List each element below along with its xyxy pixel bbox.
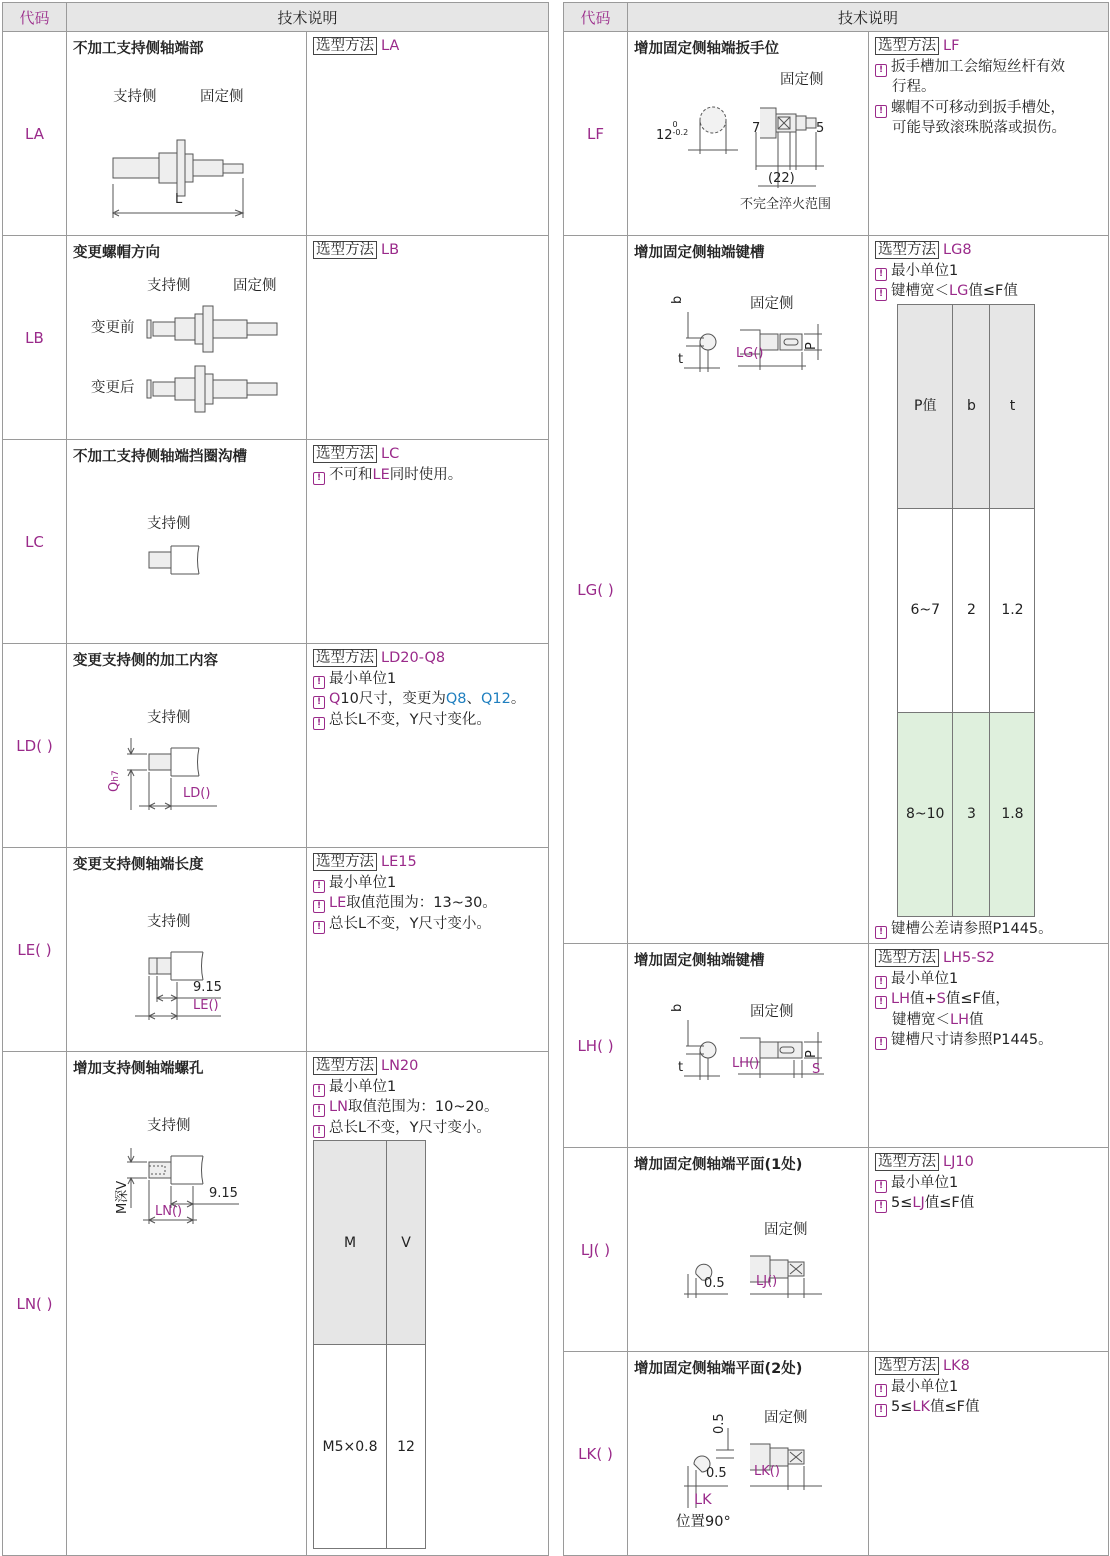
selection-method-label: 选型方法 (875, 1153, 939, 1171)
diagram-cell (628, 1148, 869, 1352)
shaft-diagram (67, 58, 306, 228)
fixed-side-label: 固定侧 (750, 1004, 794, 1020)
option-title: 增加固定侧轴端平面(1处) (634, 1157, 803, 1173)
diagram-cell (67, 236, 307, 440)
length-label: L (175, 192, 183, 207)
note-icon: ! (313, 472, 325, 485)
wrench-flat-diagram (628, 58, 868, 228)
selection-method-label: 选型方法 (313, 649, 377, 667)
m-depth-label: M深V (115, 1180, 130, 1214)
code-header: 代码 (3, 3, 67, 32)
diagram-cell (67, 848, 307, 1052)
diagram-cell (67, 644, 307, 848)
note-icon: ! (875, 1404, 887, 1417)
dim-9-15: 9.15 (209, 1186, 238, 1201)
selection-example: LA (381, 38, 400, 54)
info-cell: 选型方法 LC ! 不可和LE同时使用。 (307, 440, 549, 644)
desc-header: 技术说明 (67, 3, 549, 32)
right-spec-table (563, 2, 1109, 1556)
lk-position-label: LK (694, 1492, 712, 1508)
le-dim-label: LE() (193, 998, 219, 1013)
note-icon: ! (875, 996, 887, 1009)
code-header: 代码 (564, 3, 628, 32)
note-icon: ! (313, 921, 325, 934)
diagram-cell (628, 236, 869, 944)
table-row (3, 32, 549, 236)
option-title: 变更螺帽方向 (73, 245, 160, 261)
dim-0-5-vert: 0.5 (712, 1413, 727, 1434)
thread-table: M V M5×0.8 12 (313, 1140, 426, 1549)
after-label: 变更后 (91, 380, 135, 396)
table-row (3, 440, 549, 644)
support-side-label: 支持侧 (147, 278, 191, 294)
diagram-cell (67, 32, 307, 236)
selection-example: LJ10 (943, 1154, 974, 1170)
selection-example: LB (381, 242, 400, 258)
fixed-side-label: 固定侧 (764, 1410, 808, 1426)
ln-dim-label: LN() (155, 1204, 183, 1219)
note-icon: ! (875, 105, 887, 118)
option-title: 增加固定侧轴端键槽 (634, 245, 765, 261)
option-title: 增加固定侧轴端扳手位 (634, 41, 779, 57)
fixed-side-label: 固定侧 (200, 89, 244, 105)
note-icon: ! (875, 926, 887, 939)
diagram-cell (67, 440, 307, 644)
note-icon: ! (875, 1200, 887, 1213)
note-icon: ! (313, 1104, 325, 1117)
fixed-side-label: 固定侧 (780, 72, 824, 88)
selection-method-label: 选型方法 (313, 853, 377, 871)
table-row (564, 1148, 1109, 1352)
note-icon: ! (875, 64, 887, 77)
diagram-cell (628, 1352, 869, 1556)
diagram-cell (628, 944, 869, 1148)
b-label: b (670, 1003, 685, 1012)
note-icon: ! (313, 717, 325, 730)
note-icon: ! (875, 976, 887, 989)
position-90-label: 位置90° (676, 1514, 731, 1530)
note-icon: ! (313, 1084, 325, 1097)
selection-example: LC (381, 446, 400, 462)
support-side-label: 支持侧 (147, 516, 191, 532)
s-label: S (812, 1062, 821, 1077)
option-code: LK( ) (564, 1352, 628, 1556)
flat-two-diagram (628, 1378, 868, 1548)
support-length-diagram (67, 874, 306, 1044)
incomplete-hardening-label: 不完全淬火范围 (740, 197, 832, 212)
note-icon: ! (313, 880, 325, 893)
support-side-label: 支持侧 (113, 89, 157, 105)
table-row (564, 32, 1109, 236)
t-label: t (678, 352, 684, 367)
dim-0-5: 0.5 (704, 1276, 725, 1291)
selection-method-label: 选型方法 (313, 445, 377, 463)
lj-dim-label: LJ() (756, 1274, 778, 1289)
option-code: LE( ) (3, 848, 67, 1052)
selection-method-label: 选型方法 (313, 241, 377, 259)
dim-7: 7 (752, 121, 761, 136)
flat-one-diagram (628, 1174, 868, 1344)
dim-22: (22) (768, 171, 795, 186)
lh-dim-label: LH() (732, 1056, 760, 1071)
note-icon: ! (875, 1384, 887, 1397)
selection-method-label: 选型方法 (875, 1357, 939, 1375)
selection-method-label: 选型方法 (313, 1057, 377, 1075)
table-row (564, 236, 1109, 944)
diagram-cell (67, 1052, 307, 1556)
note-icon: ! (313, 1125, 325, 1138)
option-title: 增加固定侧轴端键槽 (634, 953, 765, 969)
t-label: t (678, 1060, 684, 1075)
keyway-diagram (628, 262, 868, 432)
option-code: LN( ) (3, 1052, 67, 1556)
info-cell: 选型方法 LD20-Q8 ! 最小单位1 ! Q10尺寸，变更为Q8、Q12。 ! 总长L不变，Y尺寸变化。 (307, 644, 549, 848)
note-icon: ! (313, 696, 325, 709)
option-code: LH( ) (564, 944, 628, 1148)
info-cell (307, 32, 549, 236)
info-cell: 选型方法 LG8 ! 最小单位1 ! 键槽宽＜LG值≤F值 P值 b t 6~7 2 1.2 8~10 3 1.8 ! 键槽公差请参照P1445。 (869, 236, 1109, 944)
selection-example: LF (943, 38, 960, 54)
table-row (3, 644, 549, 848)
info-cell: 选型方法 LE15 ! 最小单位1 ! LE取值范围为：13~30。 ! 总长L不变，Y尺寸变小。 (307, 848, 549, 1052)
option-code: LA (3, 32, 67, 236)
option-title: 不加工支持侧轴端挡圈沟槽 (73, 449, 247, 465)
selection-example: LG8 (943, 242, 972, 258)
option-code: LF (564, 32, 628, 236)
fixed-side-label: 固定侧 (233, 278, 277, 294)
info-cell: 选型方法 LK8 ! 最小单位1 ! 5≤LK值≤F值 (869, 1352, 1109, 1556)
table-row (3, 848, 549, 1052)
note-icon: ! (875, 1037, 887, 1050)
option-code: LG( ) (564, 236, 628, 944)
dim-5: 5 (816, 121, 825, 136)
info-cell: 选型方法 LN20 ! 最小单位1 ! LN取值范围为：10~20。 ! 总长L不变，Y尺寸变小。 M V M5×0.8 12 (307, 1052, 549, 1556)
info-cell: 选型方法 LJ10 ! 最小单位1 ! 5≤LJ值≤F值 (869, 1148, 1109, 1352)
table-row (564, 944, 1109, 1148)
left-spec-table (2, 2, 549, 1556)
selection-example: LK8 (943, 1358, 970, 1374)
nut-direction-diagram (67, 262, 306, 432)
selection-example: LN20 (381, 1058, 419, 1074)
support-end-diagram (67, 466, 306, 636)
note-icon: ! (313, 900, 325, 913)
note-icon: ! (313, 676, 325, 689)
note-icon: ! (875, 1180, 887, 1193)
note-icon: ! (875, 288, 887, 301)
b-label: b (670, 295, 685, 304)
dim-0-5: 0.5 (706, 1466, 727, 1481)
fixed-side-label: 固定侧 (750, 296, 794, 312)
selection-example: LD20-Q8 (381, 650, 446, 666)
option-code: LC (3, 440, 67, 644)
support-process-diagram (67, 670, 306, 840)
selection-method-label: 选型方法 (875, 241, 939, 259)
p-label: P (804, 342, 819, 350)
before-label: 变更前 (91, 320, 135, 336)
fixed-side-label: 固定侧 (764, 1222, 808, 1238)
option-code: LJ( ) (564, 1148, 628, 1352)
option-code: LB (3, 236, 67, 440)
info-cell (307, 236, 549, 440)
support-side-label: 支持侧 (147, 710, 191, 726)
support-side-label: 支持侧 (147, 914, 191, 930)
option-code: LD( ) (3, 644, 67, 848)
info-cell: 选型方法 LF ! 扳手槽加工会缩短丝杆有效 行程。 ! 螺帽不可移动到扳手槽处， 可能导致滚珠脱落或损伤。 (869, 32, 1109, 236)
table-row (564, 1352, 1109, 1556)
tapped-hole-diagram (67, 1078, 306, 1248)
diagram-cell (628, 32, 869, 236)
info-cell: 选型方法 LH5-S2 ! 最小单位1 ! LH值+S值≤F值， 键槽宽＜LH值 ! 键槽尺寸请参照P1445。 (869, 944, 1109, 1148)
option-title: 变更支持侧轴端长度 (73, 857, 204, 873)
lg-dim-label: LG() (736, 346, 764, 361)
table-row (3, 1052, 549, 1556)
note-icon: ! (875, 268, 887, 281)
table-row (3, 236, 549, 440)
selection-example: LH5-S2 (943, 950, 995, 966)
support-side-label: 支持侧 (147, 1118, 191, 1134)
selection-method-label: 选型方法 (313, 37, 377, 55)
dim-12: 120 -0.2 (656, 120, 689, 143)
keyway-s-diagram (628, 970, 868, 1140)
ld-dim-label: LD() (183, 786, 211, 801)
desc-header: 技术说明 (628, 3, 1109, 32)
keyway-table: P值 b t 6~7 2 1.2 8~10 3 1.8 (897, 304, 1035, 917)
selection-method-label: 选型方法 (875, 949, 939, 967)
option-title: 增加固定侧轴端平面(2处) (634, 1361, 803, 1377)
option-title: 变更支持侧的加工内容 (73, 653, 218, 669)
option-title: 增加支持侧轴端螺孔 (73, 1061, 204, 1077)
selection-example: LE15 (381, 854, 417, 870)
p-label: P (804, 1050, 819, 1058)
q-dim-label: Qh7 (107, 770, 122, 792)
selection-method-label: 选型方法 (875, 37, 939, 55)
option-title: 不加工支持侧轴端部 (73, 41, 204, 57)
dim-9-15: 9.15 (193, 980, 222, 995)
lk-dim-label: LK() (754, 1464, 780, 1479)
